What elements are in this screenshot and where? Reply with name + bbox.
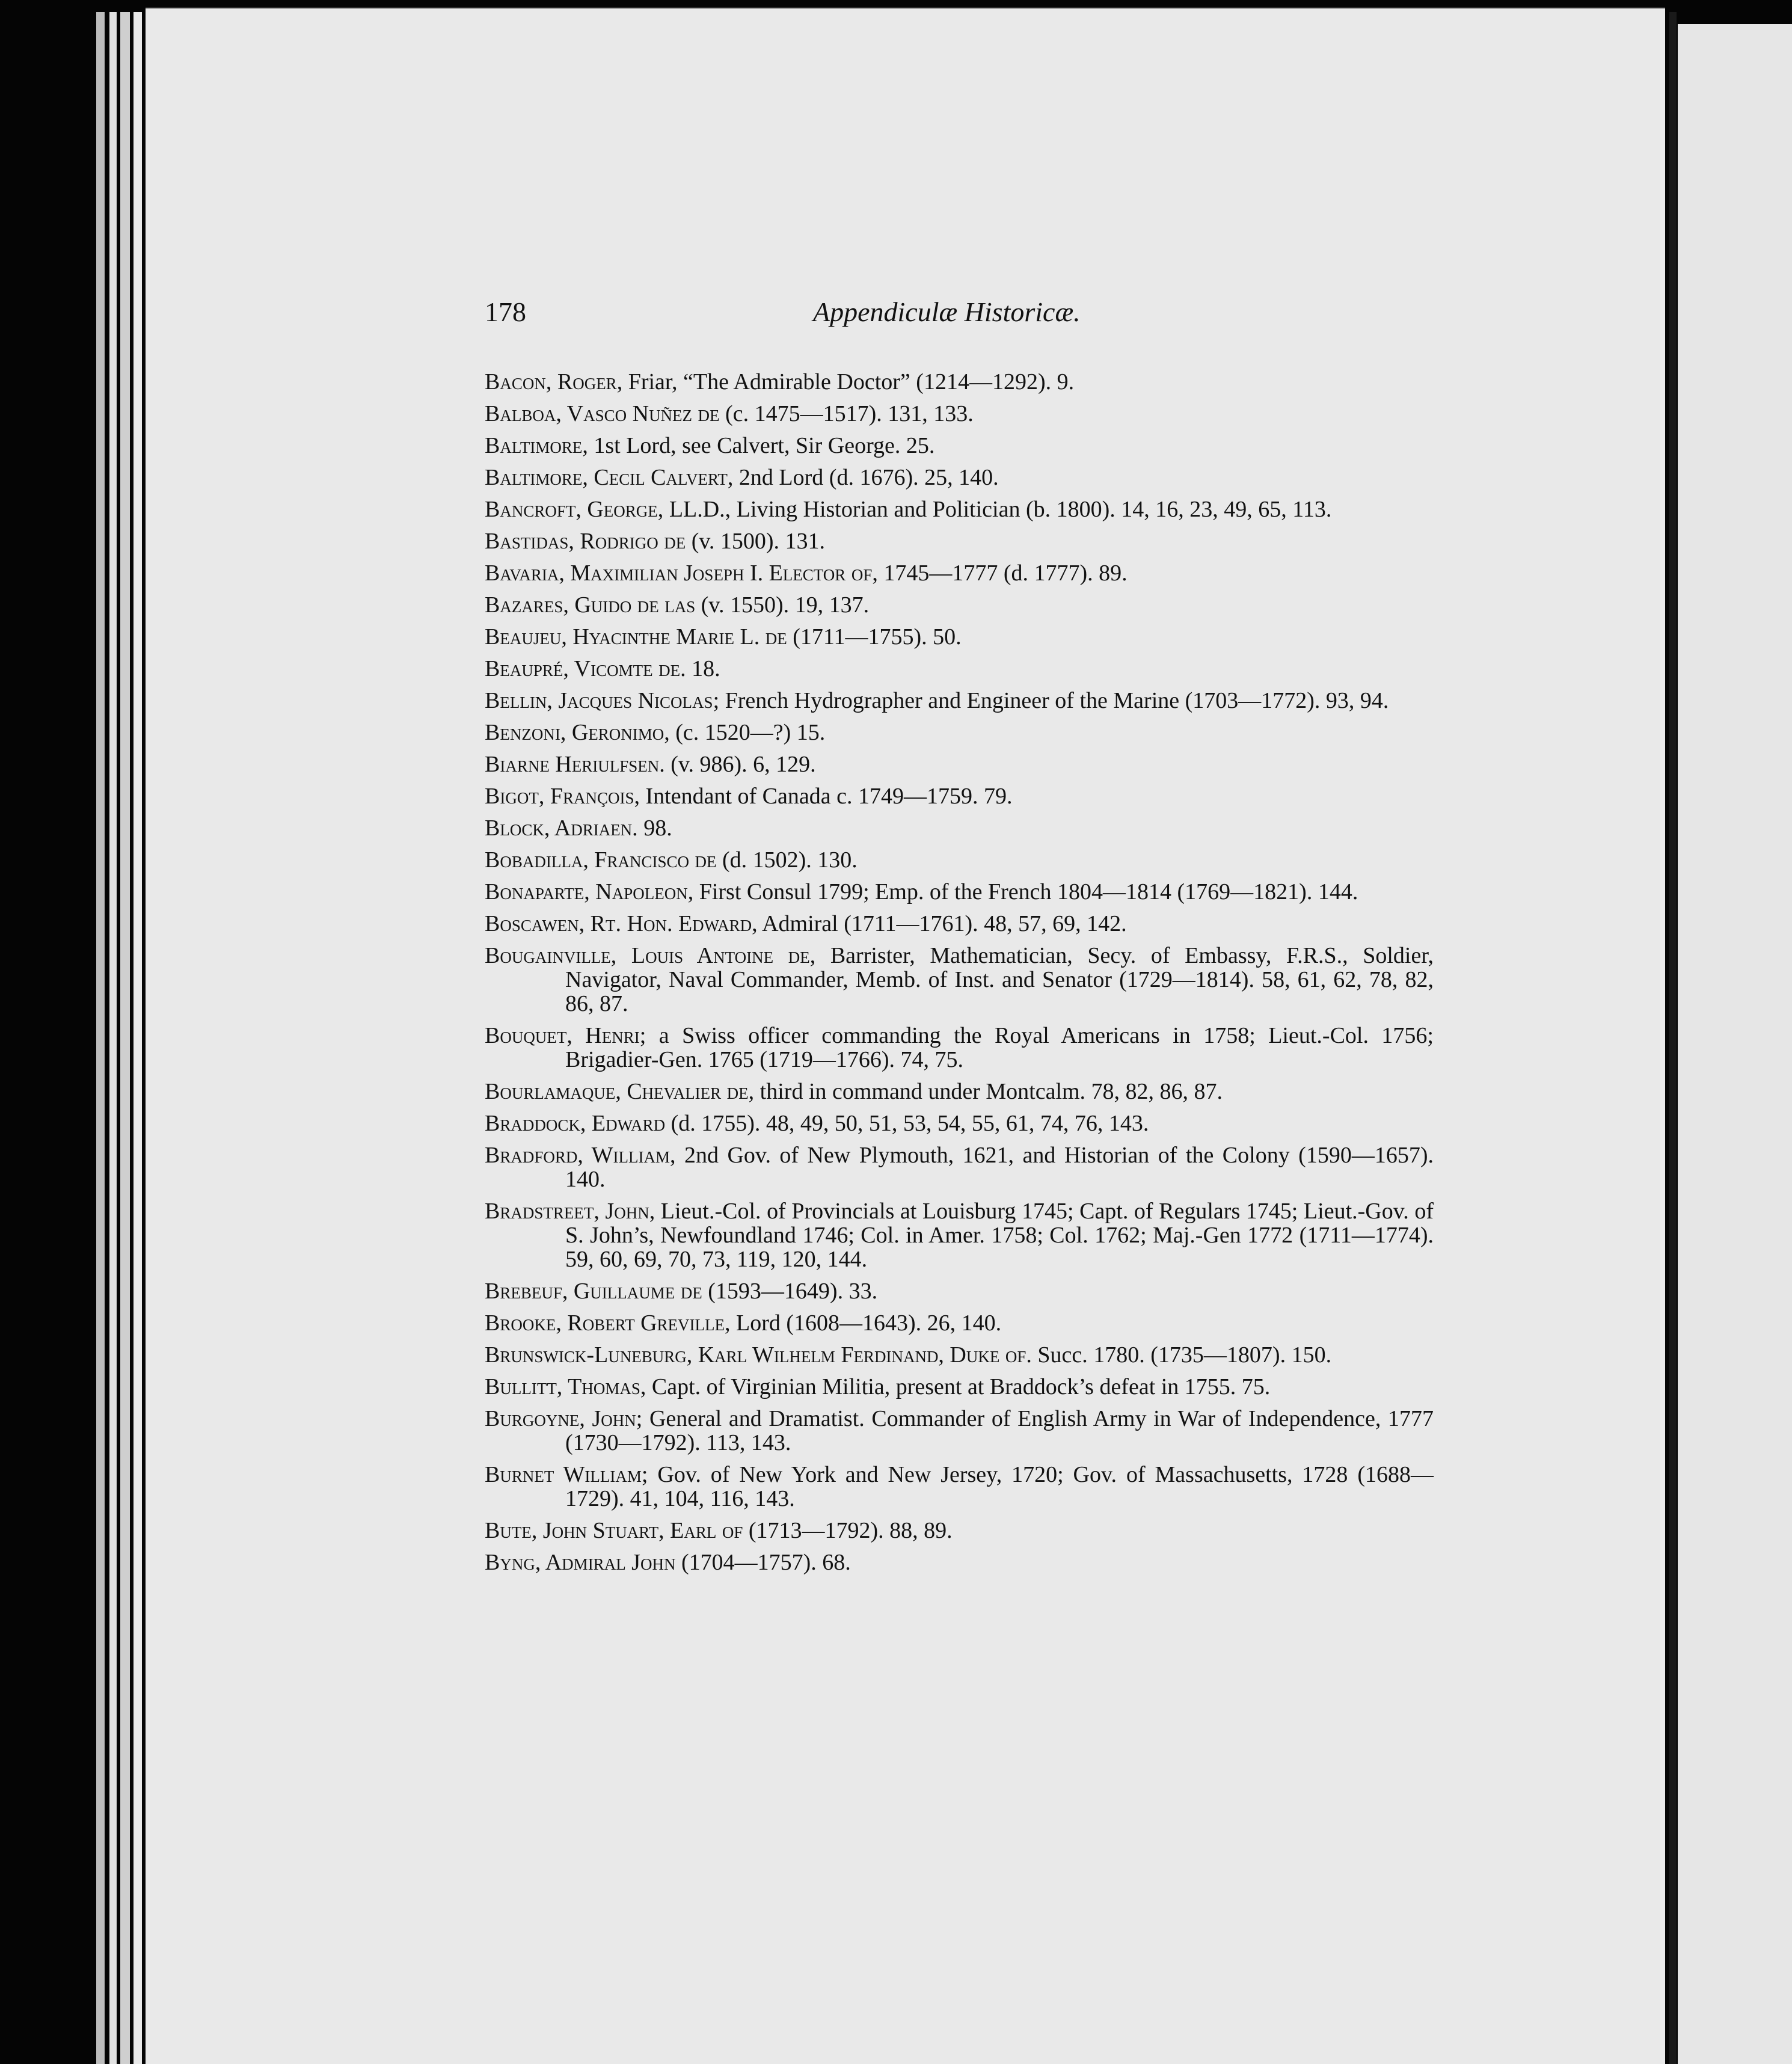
entry-name: Bullitt, Thomas, <box>485 1374 646 1399</box>
entry-name: Bonaparte, Napoleon, <box>485 879 694 905</box>
index-entry <box>485 912 1434 936</box>
entry-name: Bastidas, Rodrigo de <box>485 529 686 554</box>
entry-text: Lieut.-Col. of Provincials at Louisburg 1745; Capt. of Regulars 1745; Lieut.-Gov. of S. John’s, Newfoundland 1746; Col. in Amer. 1758; Col. 1762; Maj.-Gen 1772 (1711—1774). 59, 60, 69, 70, 73, 119, 120, 144. <box>565 1199 1434 1272</box>
index-entry <box>485 497 1434 521</box>
index-entry <box>485 1550 1434 1574</box>
index-entry <box>485 1279 1434 1303</box>
facing-page-edge <box>1678 24 1792 2064</box>
entry-text: (1593—1649). 33. <box>702 1279 878 1304</box>
entry-text: Barrister, Mathematician, Secy. of Embassy, F.R.S., Soldier, Navigator, Naval Commander, Memb. of Inst. and Senator (1729—1814). 58, 61, 62, 78, 82, 86, 87. <box>565 943 1434 1016</box>
entry-text: (1704—1757). 68. <box>675 1550 851 1575</box>
entry-name: Brunswick-Luneburg, Karl Wilhelm Ferdinand, Duke of. <box>485 1342 1032 1368</box>
entry-name: Bellin, Jacques Nicolas; <box>485 688 720 713</box>
entry-text: (1711—1755). 50. <box>787 624 962 650</box>
entry-name: Bobadilla, Francisco de <box>485 847 717 873</box>
entry-name: Brooke, Robert Greville, <box>485 1310 731 1336</box>
index-entry <box>485 1143 1434 1191</box>
entry-name: Biarne Heriulfsen. <box>485 752 665 777</box>
gutter-shadow <box>1669 12 1677 2064</box>
entry-text: (c. 1475—1517). 131, 133. <box>719 401 974 426</box>
index-entry <box>485 561 1434 585</box>
entry-text: (d. 1502). 130. <box>716 847 858 873</box>
index-entry <box>485 1463 1434 1511</box>
entry-text: French Hydrographer and Engineer of the Marine (1703—1772). 93, 94. <box>719 688 1389 713</box>
entry-name: Beaupré, Vicomte de. <box>485 656 686 681</box>
index-entry <box>485 1343 1434 1367</box>
entry-name: Beaujeu, Hyacinthe Marie L. de <box>485 624 787 650</box>
entry-text: LL.D., Living Historian and Politician (b. 1800). 14, 16, 23, 49, 65, 113. <box>663 497 1332 522</box>
index-entry <box>485 1080 1434 1104</box>
entry-name: Bute, John Stuart, Earl of <box>485 1518 743 1543</box>
index-entry <box>485 529 1434 553</box>
index-entry <box>485 1311 1434 1335</box>
entry-name: Bougainville, Louis Antoine de, <box>485 943 816 968</box>
entry-text: a Swiss officer commanding the Royal Americans in 1758; Lieut.-Col. 1756; Brigadier-Gen. 1765 (1719—1766). 74, 75. <box>565 1023 1434 1072</box>
entry-text: Gov. of New York and New Jersey, 1720; Gov. of Massachusetts, 1728 (1688—1729). 41, 104, 116, 143. <box>565 1462 1434 1511</box>
entry-text: 1st Lord, see Calvert, Sir George. 25. <box>588 433 935 458</box>
index-entry <box>485 784 1434 808</box>
index-entry <box>485 657 1434 681</box>
entry-text: 18. <box>686 656 720 681</box>
index-entry <box>485 1111 1434 1135</box>
index-entry <box>485 689 1434 713</box>
entry-text: General and Dramatist. Commander of English Army in War of Independence, 1777 (1730—1792). 113, 143. <box>565 1406 1434 1455</box>
entry-name: Bradford, William, <box>485 1143 676 1168</box>
entry-text: 2nd Lord (d. 1676). 25, 140. <box>733 465 999 490</box>
entry-name: Burnet William; <box>485 1462 648 1487</box>
index-entry <box>485 370 1434 394</box>
index-entry <box>485 816 1434 840</box>
entry-text: Friar, “The Admirable Doctor” (1214—1292). 9. <box>622 369 1075 395</box>
page-header <box>485 296 1122 338</box>
entry-name: Bavaria, Maximilian Joseph I. Elector of, <box>485 561 878 586</box>
index-entry <box>485 1199 1434 1271</box>
entry-name: Byng, Admiral John <box>485 1550 676 1575</box>
entry-name: Bradstreet, John, <box>485 1199 655 1224</box>
entry-name: Burgoyne, John; <box>485 1406 643 1431</box>
index-entry <box>485 1407 1434 1455</box>
index-entry <box>485 848 1434 872</box>
entry-text: (v. 986). 6, 129. <box>664 752 816 777</box>
entry-text: (c. 1520—?) 15. <box>669 720 826 745</box>
entry-name: Bouquet, Henri; <box>485 1023 646 1048</box>
entry-text: Capt. of Virginian Militia, present at Braddock’s defeat in 1755. 75. <box>646 1374 1271 1399</box>
entry-name: Baltimore, Cecil Calvert, <box>485 465 734 490</box>
entry-name: Baltimore, <box>485 433 588 458</box>
page-number: 178 <box>485 296 526 327</box>
index-entry <box>485 625 1434 649</box>
entry-text: (v. 1550). 19, 137. <box>695 592 870 618</box>
index-entry <box>485 752 1434 776</box>
entry-name: Bourlamaque, Chevalier de, <box>485 1079 755 1104</box>
index-list <box>485 370 1434 1582</box>
entry-name: Balboa, Vasco Nuñez de <box>485 401 720 426</box>
index-entry <box>485 402 1434 426</box>
index-entry <box>485 720 1434 745</box>
entry-text: First Consul 1799; Emp. of the French 1804—1814 (1769—1821). 144. <box>693 879 1358 905</box>
page-edge <box>96 12 105 2064</box>
entry-text: Intendant of Canada c. 1749—1759. 79. <box>639 784 1013 809</box>
running-title: Appendiculæ Historicæ. <box>813 296 1081 327</box>
entry-text: 98. <box>637 815 672 841</box>
entry-name: Benzoni, Geronimo, <box>485 720 670 745</box>
entry-text: 1745—1777 (d. 1777). 89. <box>877 561 1128 586</box>
index-entry <box>485 593 1434 617</box>
page-edge <box>133 12 142 2064</box>
entry-text: (v. 1500). 131. <box>686 529 826 554</box>
entry-name: Block, Adriaen. <box>485 815 638 841</box>
entry-text: Succ. 1780. (1735—1807). 150. <box>1031 1342 1332 1368</box>
entry-text: (d. 1755). 48, 49, 50, 51, 53, 54, 55, 61, 74, 76, 143. <box>665 1111 1149 1136</box>
entry-name: Bigot, François, <box>485 784 640 809</box>
index-entry <box>485 944 1434 1016</box>
index-entry <box>485 1024 1434 1072</box>
entry-name: Braddock, Edward <box>485 1111 666 1136</box>
entry-text: Lord (1608—1643). 26, 140. <box>730 1310 1002 1336</box>
index-entry <box>485 1519 1434 1543</box>
index-entry <box>485 1375 1434 1399</box>
entry-text: third in command under Montcalm. 78, 82, 86, 87. <box>754 1079 1223 1104</box>
index-entry <box>485 880 1434 904</box>
page-edge <box>109 12 117 2064</box>
entry-name: Bancroft, George, <box>485 497 664 522</box>
index-entry <box>485 434 1434 458</box>
entry-text: (1713—1792). 88, 89. <box>743 1518 953 1543</box>
entry-name: Brebeuf, Guillaume de <box>485 1279 702 1304</box>
entry-name: Bazares, Guido de las <box>485 592 696 618</box>
entry-name: Boscawen, Rt. Hon. Edward, <box>485 911 758 936</box>
entry-text: 2nd Gov. of New Plymouth, 1621, and Historian of the Colony (1590—1657). 140. <box>565 1143 1434 1192</box>
entry-name: Bacon, Roger, <box>485 369 623 395</box>
page-edge <box>120 12 130 2064</box>
entry-text: Admiral (1711—1761). 48, 57, 69, 142. <box>757 911 1127 936</box>
index-entry <box>485 465 1434 490</box>
